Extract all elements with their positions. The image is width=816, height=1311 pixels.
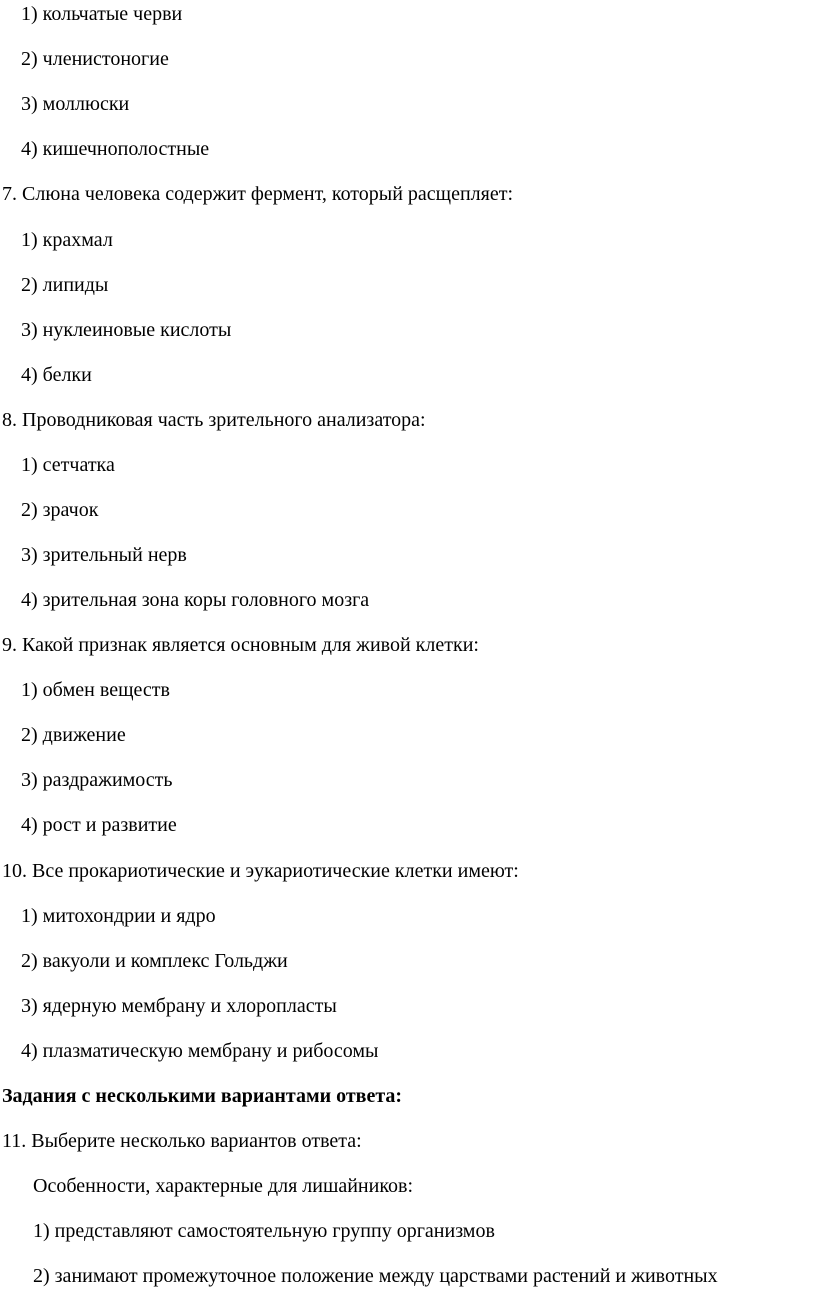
q9-option-2: 2) движение <box>21 724 126 746</box>
q8-option-1: 1) сетчатка <box>21 454 115 476</box>
q6-option-2: 2) членистоногие <box>21 48 169 70</box>
q10-question: 10. Все прокариотические и эукариотические клетки имеют: <box>2 860 519 882</box>
q10-option-1: 1) митохондрии и ядро <box>21 905 216 927</box>
q11-subtitle: Особенности, характерные для лишайников: <box>33 1175 414 1197</box>
q7-option-1: 1) крахмал <box>21 229 113 251</box>
q10-option-4: 4) плазматическую мембрану и рибосомы <box>21 1040 379 1062</box>
q8-option-4: 4) зрительная зона коры головного мозга <box>21 589 370 611</box>
q8-question: 8. Проводниковая часть зрительного анализатора: <box>2 409 426 431</box>
q6-option-3: 3) моллюски <box>21 93 130 115</box>
q11-question: 11. Выберите несколько вариантов ответа: <box>2 1130 362 1152</box>
q11-option-2: 2) занимают промежуточное положение между царствами растений и животных <box>33 1265 718 1287</box>
q10-option-3: 3) ядерную мембрану и хлоропласты <box>21 995 337 1017</box>
q7-option-4: 4) белки <box>21 364 92 386</box>
q7-option-3: 3) нуклеиновые кислоты <box>21 319 232 341</box>
q9-option-1: 1) обмен веществ <box>21 679 170 701</box>
q9-option-3: 3) раздражимость <box>21 769 173 791</box>
q6-option-4: 4) кишечнополостные <box>21 138 210 160</box>
q7-question: 7. Слюна человека содержит фермент, который расщепляет: <box>2 183 514 205</box>
q8-option-2: 2) зрачок <box>21 499 99 521</box>
q7-option-2: 2) липиды <box>21 274 109 296</box>
section-heading: Задания с несколькими вариантами ответа: <box>2 1085 403 1107</box>
q9-option-4: 4) рост и развитие <box>21 814 177 836</box>
q11-option-1: 1) представляют самостоятельную группу организмов <box>33 1220 495 1242</box>
q9-question: 9. Какой признак является основным для живой клетки: <box>2 634 479 656</box>
q10-option-2: 2) вакуоли и комплекс Гольджи <box>21 950 288 972</box>
q6-option-1: 1) кольчатые черви <box>21 3 183 25</box>
q8-option-3: 3) зрительный нерв <box>21 544 187 566</box>
